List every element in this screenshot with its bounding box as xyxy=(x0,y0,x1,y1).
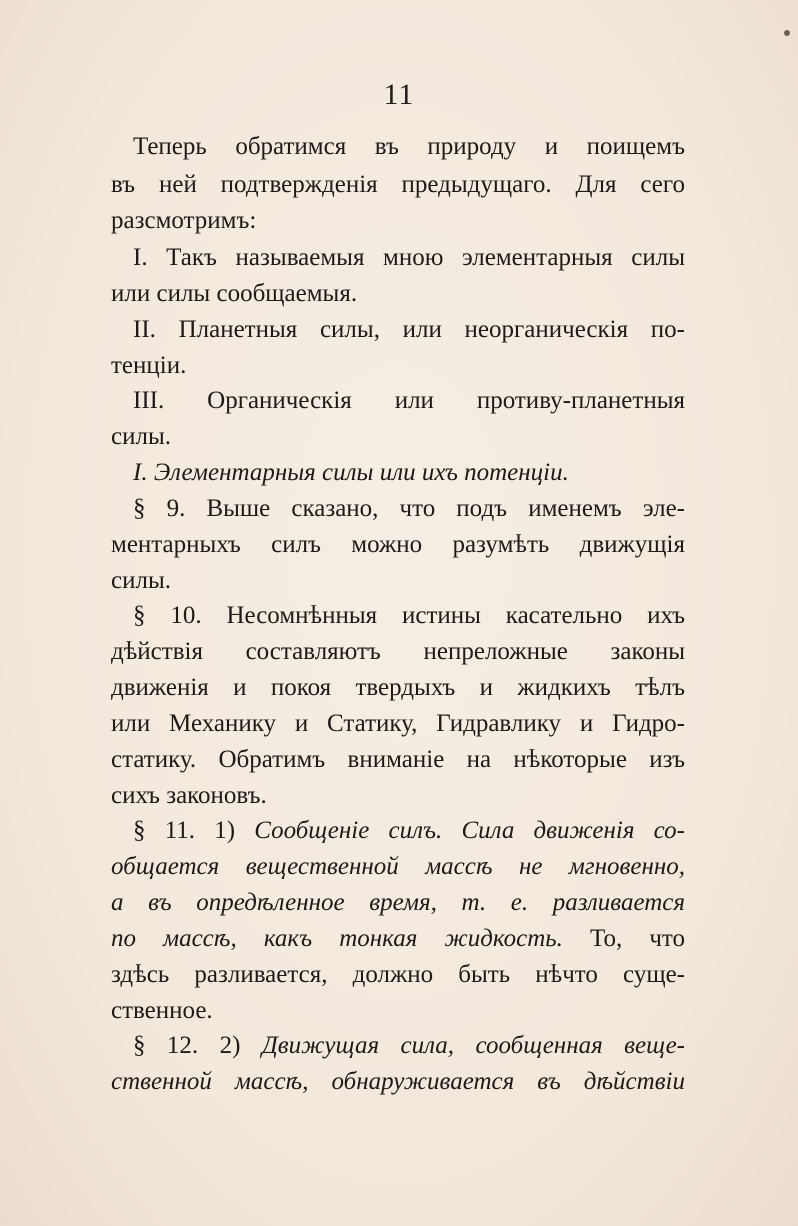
text-line: силы. xyxy=(111,567,171,594)
text-line: сихъ законовъ. xyxy=(111,782,267,809)
text-line: II. Планетныя силы, или неорганическія по- xyxy=(133,316,685,343)
text-line: тенціи. xyxy=(111,352,187,379)
text-line: ментарныхъ силъ можно разумѣть движущія xyxy=(111,531,685,558)
section-heading: I. Элементарныя силы или ихъ потенціи. xyxy=(133,459,569,486)
text-line: III. Органическія или противу-планетныя xyxy=(133,387,685,414)
text-line: движенія и покоя твердыхъ и жидкихъ тѣлъ xyxy=(111,674,685,701)
text-line: или Механику и Статику, Гидравлику и Гидро- xyxy=(111,710,685,737)
text-line: разсмотримъ: xyxy=(111,207,257,234)
ink-speck xyxy=(784,30,790,36)
text-line: здѣсь разливается, должно быть нѣчто суще- xyxy=(111,961,685,988)
text-line: I. Такъ называемыя мною элементарныя силы xyxy=(133,244,685,271)
text-line: общается вещественной массѣ не мгновенно, xyxy=(111,853,685,880)
text-line: § 10. Несомнѣнныя истины касательно ихъ xyxy=(133,602,685,629)
text-line: статику. Обратимъ вниманіе на нѣкоторые изъ xyxy=(111,746,685,773)
text-line: въ ней подтвержденія предыдущаго. Для сего xyxy=(111,171,685,198)
text-line: Теперь обратимся въ природу и поищемъ xyxy=(133,133,685,160)
text-line: дѣйствія составляютъ непреложные законы xyxy=(111,638,685,665)
text-line: ственной массѣ, обнаруживается въ дѣйствіи xyxy=(111,1068,685,1095)
text-line: по массѣ, какъ тонкая жидкость. То, что xyxy=(111,925,685,952)
page-number: 11 xyxy=(383,78,415,111)
text-line: ственное. xyxy=(111,997,213,1024)
text-line: силы. xyxy=(111,423,171,450)
text-line: § 12. 2) Движущая сила, сообщенная веще- xyxy=(133,1032,686,1059)
text-line: а въ опредѣленное время, т. е. разливается xyxy=(111,889,685,916)
text-line: § 11. 1) Сообщеніе силъ. Сила движенія со- xyxy=(133,817,685,844)
text-line: § 9. Выше сказано, что подъ именемъ эле- xyxy=(133,495,685,522)
text-line: или силы сообщаемыя. xyxy=(111,280,358,307)
